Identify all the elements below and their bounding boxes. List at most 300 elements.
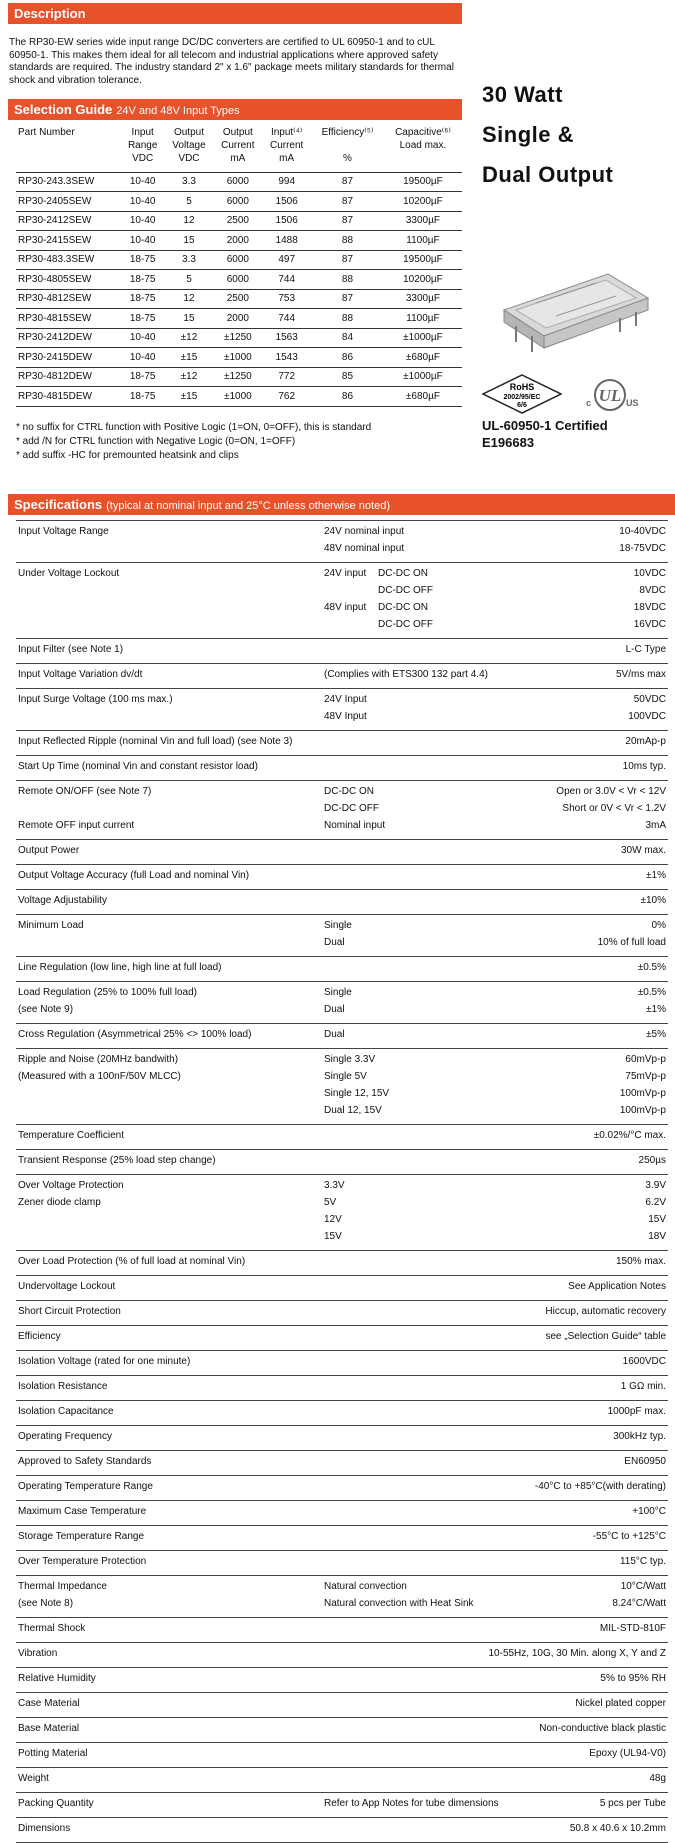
table-row xyxy=(16,172,462,192)
spec-value: See Application Notes xyxy=(568,1281,666,1292)
table-cell: 3300µF xyxy=(384,211,462,231)
column-header-line: Capacitive⁽⁶⁾ xyxy=(395,127,451,138)
spec-value: 75mVp-p xyxy=(625,1071,666,1082)
description-text: The RP30-EW series wide input range DC/DC converters are certified to UL 60950-1 and to cUL 60950-1. This makes them ideal for all telecom and industrial applications where approved safety standards are required. The industry standard 2" x 1.6" package meets military standards for thermal shock and vibration tolerance. xyxy=(9,37,454,86)
spec-label: Thermal Shock xyxy=(18,1623,86,1634)
spec-label: Efficiency xyxy=(18,1331,61,1342)
spec-row xyxy=(16,1718,668,1743)
spec-value: Short or 0V < Vr < 1.2V xyxy=(562,803,666,814)
part-number-cell: RP30-243.3SEW xyxy=(16,172,121,192)
table-cell: 12 xyxy=(165,211,214,231)
spec-row xyxy=(16,1049,668,1125)
table-cell: 10200µF xyxy=(384,270,462,290)
spec-condition: 48V nominal input xyxy=(324,543,405,554)
table-cell: ±680µF xyxy=(384,348,462,368)
spec-line xyxy=(16,1696,668,1713)
spec-row xyxy=(16,1150,668,1175)
spec-value: +100°C xyxy=(632,1506,666,1517)
selection-guide-title: Selection Guide xyxy=(14,102,113,117)
spec-label: Over Voltage Protection xyxy=(18,1180,124,1191)
column-header xyxy=(165,126,214,172)
spec-row xyxy=(16,1024,668,1049)
spec-row xyxy=(16,1526,668,1551)
table-cell: 5 xyxy=(165,270,214,290)
spec-label: Dimensions xyxy=(18,1823,71,1834)
spec-value: 250µs xyxy=(638,1155,666,1166)
spec-condition: Dual xyxy=(324,1004,345,1015)
spec-line xyxy=(16,617,668,634)
column-header-line: Input xyxy=(131,127,154,138)
spec-value: ±0.5% xyxy=(637,962,666,973)
spec-row xyxy=(16,756,668,781)
part-number-cell: RP30-4815SEW xyxy=(16,309,121,329)
table-cell: 2000 xyxy=(213,231,262,251)
table-row xyxy=(16,231,462,251)
spec-condition: Dual xyxy=(324,1029,345,1040)
spec-value: 1 GΩ min. xyxy=(620,1381,666,1392)
spec-row xyxy=(16,639,668,664)
spec-label: Operating Frequency xyxy=(18,1431,112,1442)
spec-label: Packing Quantity xyxy=(18,1798,94,1809)
spec-value: 8.24°C/Watt xyxy=(612,1598,666,1609)
table-row xyxy=(16,367,462,387)
spec-label: Input Surge Voltage (100 ms max.) xyxy=(18,694,173,705)
spec-condition: Natural convection xyxy=(324,1581,407,1592)
rohs-logo xyxy=(482,374,562,414)
spec-subcondition: DC-DC OFF xyxy=(378,585,433,596)
column-header xyxy=(311,126,384,172)
spec-line xyxy=(16,1254,668,1271)
spec-value: L-C Type xyxy=(625,644,666,655)
table-row xyxy=(16,211,462,231)
spec-label: Operating Temperature Range xyxy=(18,1481,153,1492)
spec-row xyxy=(16,664,668,689)
spec-condition: 3.3V xyxy=(324,1180,345,1191)
spec-row xyxy=(16,1618,668,1643)
table-cell: 3.3 xyxy=(165,172,214,192)
table-cell: 6000 xyxy=(213,172,262,192)
table-cell: 87 xyxy=(311,172,384,192)
table-cell: 497 xyxy=(262,250,311,270)
table-cell: 18-75 xyxy=(121,270,165,290)
spec-line xyxy=(16,843,668,860)
part-number-cell: RP30-4812SEW xyxy=(16,289,121,309)
spec-value: ±5% xyxy=(646,1029,666,1040)
spec-line xyxy=(16,1027,668,1044)
spec-value: ±0.02%/°C max. xyxy=(593,1130,666,1141)
table-cell: 10-40 xyxy=(121,231,165,251)
spec-condition: 24V input xyxy=(324,568,367,579)
spec-label: Minimum Load xyxy=(18,920,84,931)
spec-value: see „Selection Guide“ table xyxy=(545,1331,666,1342)
spec-condition: Single 5V xyxy=(324,1071,367,1082)
spec-row xyxy=(16,982,668,1024)
table-cell: 87 xyxy=(311,289,384,309)
table-cell: ±15 xyxy=(165,387,214,407)
spec-line xyxy=(16,1128,668,1145)
spec-label: Vibration xyxy=(18,1648,58,1659)
spec-line xyxy=(16,918,668,935)
table-cell: 762 xyxy=(262,387,311,407)
table-cell: ±15 xyxy=(165,348,214,368)
spec-row xyxy=(16,1376,668,1401)
table-cell: 10200µF xyxy=(384,192,462,212)
spec-label: Undervoltage Lockout xyxy=(18,1281,116,1292)
spec-row xyxy=(16,1818,668,1843)
table-cell: 87 xyxy=(311,211,384,231)
headline-line-2: Single & xyxy=(482,122,575,147)
spec-label: Zener diode clamp xyxy=(18,1197,101,1208)
spec-row xyxy=(16,1276,668,1301)
selection-guide-header xyxy=(8,99,462,120)
spec-line xyxy=(16,1454,668,1471)
spec-condition: Refer to App Notes for tube dimensions xyxy=(324,1798,499,1809)
part-number-cell: RP30-2412SEW xyxy=(16,211,121,231)
column-header-line: Output xyxy=(173,127,204,138)
table-cell: 18-75 xyxy=(121,367,165,387)
spec-line xyxy=(16,1052,668,1069)
spec-value: 10°C/Watt xyxy=(620,1581,666,1592)
column-header xyxy=(121,126,165,172)
spec-label: Output Voltage Accuracy (full Load and nominal Vin) xyxy=(18,870,250,881)
spec-value: 60mVp-p xyxy=(625,1054,666,1065)
spec-label: Maximum Case Temperature xyxy=(18,1506,147,1517)
table-cell: 86 xyxy=(311,348,384,368)
spec-value: ±1% xyxy=(646,1004,666,1015)
rohs-version: 6/6 xyxy=(517,402,527,409)
spec-subcondition: DC-DC OFF xyxy=(378,619,433,630)
table-cell: 87 xyxy=(311,250,384,270)
table-cell: 753 xyxy=(262,289,311,309)
spec-value: 8VDC xyxy=(639,585,666,596)
part-number-cell: RP30-4815DEW xyxy=(16,387,121,407)
spec-value: 6.2V xyxy=(645,1197,666,1208)
spec-value: 10ms typ. xyxy=(622,761,666,772)
table-row xyxy=(16,387,462,407)
table-cell: 3300µF xyxy=(384,289,462,309)
table-cell: 1100µF xyxy=(384,231,462,251)
spec-value: 16VDC xyxy=(633,619,666,630)
spec-line xyxy=(16,1279,668,1296)
spec-line xyxy=(16,566,668,583)
spec-row xyxy=(16,1693,668,1718)
headline-line-1: 30 Watt xyxy=(482,82,563,107)
certification-line-2: E196683 xyxy=(482,435,535,450)
spec-line xyxy=(16,734,668,751)
specifications-header xyxy=(8,494,675,515)
spec-condition: Natural convection with Heat Sink xyxy=(324,1598,474,1609)
spec-condition: 15V xyxy=(324,1231,342,1242)
column-header-line: Voltage xyxy=(172,140,206,151)
note-line: * add suffix -HC for premounted heatsink and clips xyxy=(16,450,239,461)
spec-row xyxy=(16,520,668,563)
spec-row xyxy=(16,915,668,957)
spec-line xyxy=(16,1529,668,1546)
spec-line xyxy=(16,960,668,977)
table-header-row xyxy=(16,126,462,172)
spec-label: Short Circuit Protection xyxy=(18,1306,121,1317)
spec-line xyxy=(16,642,668,659)
spec-row xyxy=(16,1476,668,1501)
spec-label: Ripple and Noise (20MHz bandwith) xyxy=(18,1054,179,1065)
spec-condition: Single 3.3V xyxy=(324,1054,376,1065)
table-cell: 744 xyxy=(262,270,311,290)
part-number-cell: RP30-483.3SEW xyxy=(16,250,121,270)
spec-row xyxy=(16,1326,668,1351)
selection-guide-subtitle: 24V and 48V Input Types xyxy=(116,105,240,117)
spec-row xyxy=(16,1251,668,1276)
table-cell: 1543 xyxy=(262,348,311,368)
column-header-line: Part Number xyxy=(18,127,75,138)
spec-row xyxy=(16,1743,668,1768)
spec-line xyxy=(16,1621,668,1638)
part-number-cell: RP30-4812DEW xyxy=(16,367,121,387)
spec-line xyxy=(16,1329,668,1346)
table-cell: 1488 xyxy=(262,231,311,251)
spec-condition: Nominal input xyxy=(324,820,386,831)
spec-subcondition: DC-DC ON xyxy=(378,602,428,613)
specifications-subtitle: (typical at nominal input and 25°C unless otherwise noted) xyxy=(106,500,390,512)
ul-c-text: c xyxy=(586,398,592,408)
note-line: * no suffix for CTRL function with Positive Logic (1=ON, 0=OFF), this is standard xyxy=(16,422,372,433)
rohs-label: RoHS xyxy=(509,382,535,392)
spec-label: Remote OFF input current xyxy=(18,820,135,831)
part-number-cell: RP30-2415DEW xyxy=(16,348,121,368)
spec-row xyxy=(16,1576,668,1618)
table-cell: 6000 xyxy=(213,250,262,270)
spec-value: ±1% xyxy=(646,870,666,881)
spec-line xyxy=(16,1796,668,1813)
table-row xyxy=(16,348,462,368)
table-cell: 2500 xyxy=(213,289,262,309)
spec-line xyxy=(16,893,668,910)
table-cell: 15 xyxy=(165,309,214,329)
specifications-table xyxy=(16,520,668,1843)
spec-row xyxy=(16,1551,668,1576)
spec-line xyxy=(16,985,668,1002)
spec-line xyxy=(16,1404,668,1421)
spec-label: Transient Response (25% load step change) xyxy=(18,1155,216,1166)
spec-condition: Single 12, 15V xyxy=(324,1088,390,1099)
spec-value: 0% xyxy=(651,920,666,931)
table-cell: ±1250 xyxy=(213,328,262,348)
table-row xyxy=(16,309,462,329)
table-cell: 10-40 xyxy=(121,211,165,231)
spec-value: 15V xyxy=(648,1214,666,1225)
spec-value: ±0.5% xyxy=(637,987,666,998)
spec-condition: DC-DC ON xyxy=(324,786,374,797)
spec-value: 20mAp-p xyxy=(625,736,666,747)
spec-line xyxy=(16,818,668,835)
spec-row xyxy=(16,890,668,915)
spec-line xyxy=(16,1153,668,1170)
spec-label: Over Load Protection (% of full load at nominal Vin) xyxy=(18,1256,246,1267)
spec-label: Over Temperature Protection xyxy=(18,1556,147,1567)
spec-label: Cross Regulation (Asymmetrical 25% <> 100% load) xyxy=(18,1029,252,1040)
headline-line-3: Dual Output xyxy=(482,162,614,187)
spec-label: Thermal Impedance xyxy=(18,1581,107,1592)
spec-label: Load Regulation (25% to 100% full load) xyxy=(18,987,198,998)
note-line: * add /N for CTRL function with Negative Logic (0=ON, 1=OFF) xyxy=(16,436,296,447)
spec-line xyxy=(16,1069,668,1086)
spec-value: 100VDC xyxy=(628,711,666,722)
table-cell: 12 xyxy=(165,289,214,309)
spec-label: Relative Humidity xyxy=(18,1673,96,1684)
spec-line xyxy=(16,1554,668,1571)
spec-condition: Dual xyxy=(324,937,345,948)
spec-label: Input Voltage Range xyxy=(18,526,109,537)
spec-value: EN60950 xyxy=(624,1456,666,1467)
spec-condition: (Complies with ETS300 132 part 4.4) xyxy=(324,669,488,680)
spec-value: 115°C typ. xyxy=(619,1556,666,1567)
spec-row xyxy=(16,781,668,840)
spec-label: Approved to Safety Standards xyxy=(18,1456,152,1467)
spec-row xyxy=(16,1768,668,1793)
column-header-line: Efficiency⁽⁵⁾ xyxy=(321,127,374,138)
spec-line xyxy=(16,759,668,776)
spec-row xyxy=(16,1125,668,1150)
spec-line xyxy=(16,600,668,617)
spec-label: Storage Temperature Range xyxy=(18,1531,145,1542)
table-cell: 1563 xyxy=(262,328,311,348)
table-cell: 18-75 xyxy=(121,250,165,270)
spec-label: (see Note 8) xyxy=(18,1598,74,1609)
spec-condition: Single xyxy=(324,987,352,998)
spec-value: 18V xyxy=(648,1231,666,1242)
table-cell: ±12 xyxy=(165,367,214,387)
spec-value: 18VDC xyxy=(633,602,666,613)
spec-row xyxy=(16,731,668,756)
spec-value: Nickel plated copper xyxy=(575,1698,666,1709)
spec-value: Epoxy (UL94-V0) xyxy=(589,1748,666,1759)
spec-line xyxy=(16,1195,668,1212)
spec-label: Base Material xyxy=(18,1723,80,1734)
spec-value: 5% to 95% RH xyxy=(600,1673,666,1684)
spec-line xyxy=(16,1002,668,1019)
spec-row xyxy=(16,563,668,639)
table-cell: 1506 xyxy=(262,192,311,212)
column-header xyxy=(262,126,311,172)
spec-value: 5 pcs per Tube xyxy=(599,1798,666,1809)
table-cell: ±1000µF xyxy=(384,367,462,387)
spec-label: Voltage Adjustability xyxy=(18,895,107,906)
table-cell: 87 xyxy=(311,192,384,212)
column-header-line: Current xyxy=(221,140,255,151)
table-cell: 744 xyxy=(262,309,311,329)
spec-label: Input Voltage Variation dv/dt xyxy=(18,669,143,680)
spec-label: Isolation Capacitance xyxy=(18,1406,114,1417)
spec-label: Input Reflected Ripple (nominal Vin and full load) (see Note 3) xyxy=(18,736,293,747)
certification-line-1: UL-60950-1 Certified xyxy=(482,418,608,433)
table-cell: 10-40 xyxy=(121,192,165,212)
spec-row xyxy=(16,1401,668,1426)
table-cell: ±12 xyxy=(165,328,214,348)
table-cell: 18-75 xyxy=(121,387,165,407)
table-cell: 19500µF xyxy=(384,250,462,270)
spec-line xyxy=(16,1479,668,1496)
table-cell: 88 xyxy=(311,231,384,251)
spec-condition: 24V Input xyxy=(324,694,367,705)
spec-label: Weight xyxy=(18,1773,49,1784)
spec-line xyxy=(16,1721,668,1738)
table-cell: 88 xyxy=(311,309,384,329)
table-cell: 85 xyxy=(311,367,384,387)
table-row xyxy=(16,270,462,290)
table-cell: ±680µF xyxy=(384,387,462,407)
spec-value: 100mVp-p xyxy=(619,1088,666,1099)
spec-value: 3mA xyxy=(645,820,666,831)
column-header-line: % xyxy=(343,153,352,164)
column-header xyxy=(384,126,462,172)
spec-line xyxy=(16,541,668,558)
ordering-notes xyxy=(16,421,371,463)
spec-line xyxy=(16,692,668,709)
spec-label: (see Note 9) xyxy=(18,1004,74,1015)
spec-label: Line Regulation (low line, high line at full load) xyxy=(18,962,222,973)
spec-line xyxy=(16,1354,668,1371)
spec-row xyxy=(16,1793,668,1818)
column-header-line: Output xyxy=(222,127,253,138)
spec-value: 10VDC xyxy=(633,568,666,579)
spec-line xyxy=(16,1178,668,1195)
spec-line xyxy=(16,1746,668,1763)
spec-value: 48g xyxy=(649,1773,666,1784)
part-number-cell: RP30-4805SEW xyxy=(16,270,121,290)
spec-value: Open or 3.0V < Vr < 12V xyxy=(556,786,666,797)
spec-label: Isolation Voltage (rated for one minute) xyxy=(18,1356,191,1367)
spec-value: ±10% xyxy=(640,895,666,906)
spec-line xyxy=(16,784,668,801)
spec-condition: 5V xyxy=(324,1197,337,1208)
spec-line xyxy=(16,1086,668,1103)
spec-line xyxy=(16,1229,668,1246)
table-cell: 3.3 xyxy=(165,250,214,270)
spec-line xyxy=(16,1671,668,1688)
table-cell: 84 xyxy=(311,328,384,348)
rohs-directive: 2002/95/EC xyxy=(503,394,541,401)
spec-value: 50VDC xyxy=(633,694,666,705)
column-header-line: Load max. xyxy=(399,140,447,151)
spec-condition: Dual 12, 15V xyxy=(324,1105,382,1116)
table-cell: 5 xyxy=(165,192,214,212)
selection-guide-table xyxy=(16,126,462,407)
column-header-line xyxy=(313,139,382,152)
spec-value: 3.9V xyxy=(645,1180,666,1191)
ul-mark-text: UL xyxy=(598,386,622,405)
spec-value: MIL-STD-810F xyxy=(599,1623,666,1634)
spec-label: Remote ON/OFF (see Note 7) xyxy=(18,786,152,797)
table-cell: 10-40 xyxy=(121,328,165,348)
column-header-line: Current xyxy=(269,140,304,151)
table-row xyxy=(16,328,462,348)
spec-value: 5V/ms max xyxy=(615,669,666,680)
column-header-line: mA xyxy=(230,153,246,164)
spec-line xyxy=(16,709,668,726)
spec-line xyxy=(16,667,668,684)
table-cell: 10-40 xyxy=(121,348,165,368)
column-header-line: VDC xyxy=(178,153,200,164)
spec-condition: 48V Input xyxy=(324,711,367,722)
spec-value: 10-40VDC xyxy=(619,526,666,537)
spec-row xyxy=(16,1668,668,1693)
spec-value: Non-conductive black plastic xyxy=(539,1723,666,1734)
column-header-line: VDC xyxy=(132,153,154,164)
spec-value: -55°C to +125°C xyxy=(592,1531,666,1542)
table-cell: 15 xyxy=(165,231,214,251)
spec-line xyxy=(16,524,668,541)
spec-subcondition: DC-DC ON xyxy=(378,568,428,579)
spec-label: Under Voltage Lockout xyxy=(18,568,120,579)
